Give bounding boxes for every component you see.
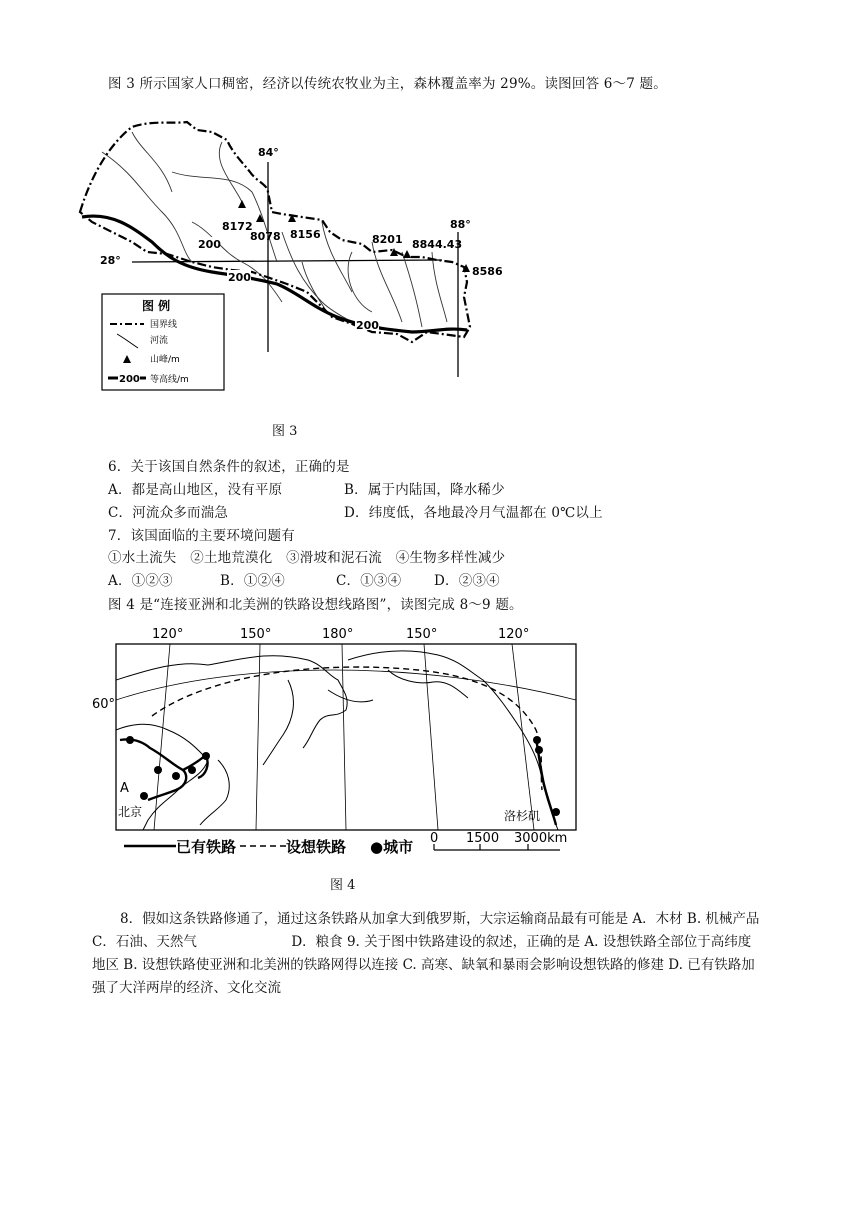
- legend-city: ●城市: [370, 838, 414, 856]
- contour-label-3: 200: [356, 319, 379, 332]
- peak-8156: 8156: [290, 228, 321, 241]
- scale-0: 0: [430, 831, 439, 846]
- q6-option-d: D．纬度低，各地最冷月气温都在 0℃以上: [344, 505, 603, 521]
- lon-88-label: 88°: [450, 218, 471, 231]
- q7-option-d: D．②③④: [434, 573, 500, 589]
- fig4-lon-150-west: 150°: [240, 627, 272, 642]
- q6-option-a: A．都是高山地区，没有平原: [108, 482, 283, 498]
- intro-fig4: 图 4 是“连接亚洲和北美洲的铁路设想线路图”，读图完成 8～9 题。: [108, 597, 523, 613]
- scale-1500: 1500: [466, 831, 500, 846]
- legend-title: 图 例: [142, 299, 171, 313]
- q7-stem: 7．该国面临的主要环境问题有: [108, 528, 295, 544]
- los-angeles-label: 洛杉矶: [504, 809, 541, 823]
- q6-option-b: B．属于内陆国，降水稀少: [344, 482, 505, 498]
- figure-3-caption: 图 3: [272, 424, 298, 439]
- legend-planned-railway: 设想铁路: [286, 838, 347, 856]
- legend-existing-railway: 已有铁路: [176, 838, 237, 856]
- lat-28-label: 28°: [100, 254, 121, 267]
- fig4-lon-150-east: 150°: [406, 627, 438, 642]
- q7-option-c: C．①③④: [336, 573, 402, 589]
- fig3-legend: [102, 294, 224, 390]
- legend-contour-sample: 200: [119, 374, 140, 385]
- legend-border: 国界线: [150, 320, 178, 330]
- intro-fig3: 图 3 所示国家人口稠密，经济以传统农牧业为主，森林覆盖率为 29%。读图回答 6～7 题。: [108, 76, 667, 92]
- city-a-label: A: [120, 781, 129, 796]
- lon-84-label: 84°: [258, 146, 279, 159]
- fig4-lon-120-east: 120°: [498, 627, 530, 642]
- fig4-lon-120-west: 120°: [152, 627, 184, 642]
- q7-items: ①水土流失 ②土地荒漠化 ③滑坡和泥石流 ④生物多样性减少: [108, 550, 506, 566]
- scale-3000: 3000km: [514, 831, 568, 846]
- q6-stem: 6．关于该国自然条件的叙述，正确的是: [108, 459, 350, 475]
- legend-river: 河流: [150, 336, 169, 346]
- peak-8201: 8201: [372, 233, 403, 246]
- peak-8586: 8586: [472, 265, 503, 278]
- figure-4-caption: 图 4: [330, 878, 356, 893]
- contour-label-2: 200: [228, 271, 251, 284]
- q7-option-a: A．①②③: [108, 573, 173, 589]
- legend-contour: 等高线/m: [150, 375, 189, 385]
- fig4-lon-180: 180°: [322, 627, 354, 642]
- figure-4-map: [88, 620, 588, 858]
- fig4-lat-60: 60°: [92, 697, 116, 712]
- peak-8844: 8844.43: [412, 238, 463, 251]
- q6-option-c: C．河流众多而湍急: [108, 505, 229, 521]
- legend-peak: 山峰/m: [150, 355, 180, 365]
- q8-q9-text: 8．假如这条铁路修通了，通过这条铁路从加拿大到俄罗斯，大宗运输商品最有可能是 A．木材 B. 机械产品 C．石油、天然气 D．粮食 9. 关于图中铁路建设的叙述，正确的是 A. 设想铁路全部位于高纬度地区 B. 设想铁路使亚洲和北美洲的铁路网得以连接 C. 高寒、缺氧和暴雨会影响设想铁路的修建 D. 已有铁路加强了大洋两岸的经济、文化交流: [92, 911, 814, 996]
- contour-label-1: 200: [198, 238, 221, 251]
- peak-8172: 8172: [222, 220, 253, 233]
- beijing-label: 北京: [118, 805, 143, 819]
- q7-option-b: B．①②④: [220, 573, 285, 589]
- peak-8078: 8078: [250, 230, 281, 243]
- figure-3-map: [72, 112, 503, 402]
